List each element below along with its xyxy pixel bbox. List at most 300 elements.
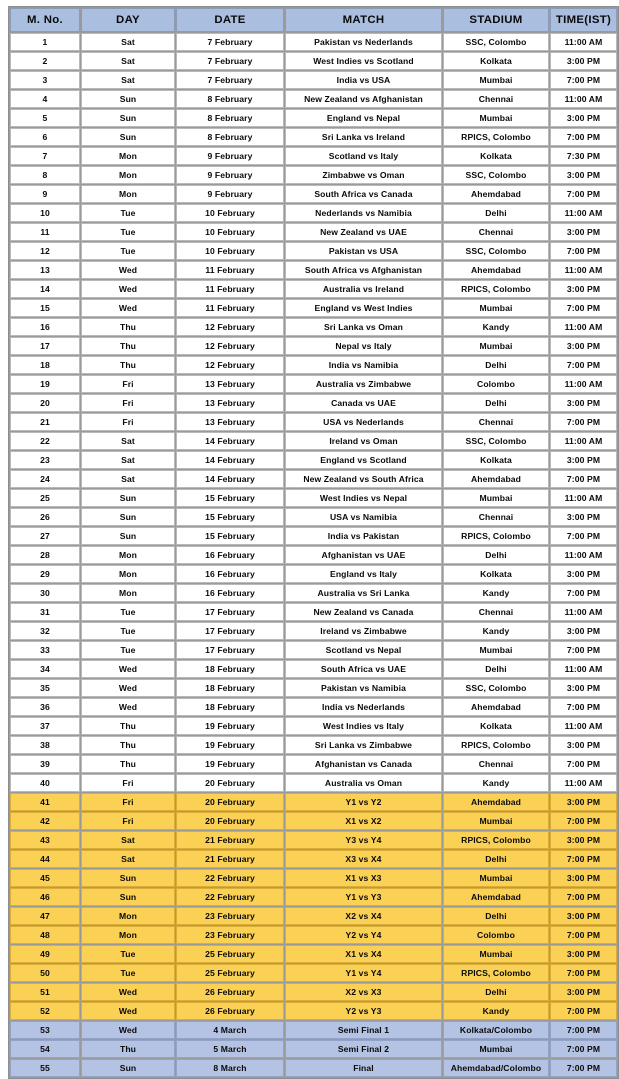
table-row[interactable] xyxy=(10,869,617,887)
cell-date: 20 February xyxy=(176,774,284,792)
cell-date: 7 February xyxy=(176,52,284,70)
cell-date: 17 February xyxy=(176,641,284,659)
table-row[interactable] xyxy=(10,793,617,811)
cell-time: 3:00 PM xyxy=(550,565,617,583)
cell-date: 5 March xyxy=(176,1040,284,1058)
cell-stadium: Ahemdabad xyxy=(443,793,549,811)
cell-match-number: 39 xyxy=(10,755,80,773)
cell-day: Thu xyxy=(81,717,175,735)
cell-date: 15 February xyxy=(176,508,284,526)
cell-date: 20 February xyxy=(176,812,284,830)
table-row[interactable] xyxy=(10,565,617,583)
cell-match: Y1 vs Y3 xyxy=(285,888,442,906)
table-row[interactable] xyxy=(10,52,617,70)
cell-match-number: 44 xyxy=(10,850,80,868)
cell-match: USA vs Nederlands xyxy=(285,413,442,431)
cell-day: Sat xyxy=(81,831,175,849)
table-row[interactable] xyxy=(10,603,617,621)
table-row[interactable] xyxy=(10,394,617,412)
cell-time: 7:00 PM xyxy=(550,812,617,830)
table-row[interactable] xyxy=(10,375,617,393)
cell-match: X2 vs X4 xyxy=(285,907,442,925)
cell-date: 13 February xyxy=(176,375,284,393)
cell-match-number: 51 xyxy=(10,983,80,1001)
cell-stadium: Kandy xyxy=(443,774,549,792)
cell-day: Thu xyxy=(81,755,175,773)
cell-day: Wed xyxy=(81,261,175,279)
cell-match: Y1 vs Y4 xyxy=(285,964,442,982)
table-row[interactable] xyxy=(10,33,617,51)
cell-match: X1 vs X3 xyxy=(285,869,442,887)
cell-stadium: Delhi xyxy=(443,204,549,222)
table-row[interactable] xyxy=(10,926,617,944)
cell-match: New Zealand vs UAE xyxy=(285,223,442,241)
cell-time: 7:30 PM xyxy=(550,147,617,165)
table-row[interactable] xyxy=(10,185,617,203)
cell-stadium: Mumbai xyxy=(443,299,549,317)
cell-date: 9 February xyxy=(176,147,284,165)
cell-stadium: RPICS, Colombo xyxy=(443,280,549,298)
cell-day: Sun xyxy=(81,508,175,526)
cell-match: Zimbabwe vs Oman xyxy=(285,166,442,184)
table-header xyxy=(10,8,617,32)
cell-time: 11:00 AM xyxy=(550,204,617,222)
cell-stadium: RPICS, Colombo xyxy=(443,128,549,146)
cell-match-number: 13 xyxy=(10,261,80,279)
cell-match: Afghanistan vs UAE xyxy=(285,546,442,564)
cell-date: 7 February xyxy=(176,71,284,89)
cell-day: Tue xyxy=(81,964,175,982)
table-row[interactable] xyxy=(10,109,617,127)
cell-match: New Zealand vs Canada xyxy=(285,603,442,621)
cell-match: Sri Lanka vs Zimbabwe xyxy=(285,736,442,754)
cell-stadium: Delhi xyxy=(443,546,549,564)
cell-date: 10 February xyxy=(176,242,284,260)
cell-time: 7:00 PM xyxy=(550,755,617,773)
cell-time: 7:00 PM xyxy=(550,185,617,203)
column-header-time[interactable]: TIME(IST) xyxy=(550,8,617,32)
cell-stadium: RPICS, Colombo xyxy=(443,736,549,754)
cell-match-number: 50 xyxy=(10,964,80,982)
cell-stadium: Mumbai xyxy=(443,812,549,830)
cell-day: Tue xyxy=(81,641,175,659)
cell-day: Wed xyxy=(81,698,175,716)
cell-day: Wed xyxy=(81,679,175,697)
cell-match-number: 35 xyxy=(10,679,80,697)
cell-day: Sun xyxy=(81,109,175,127)
cell-date: 15 February xyxy=(176,489,284,507)
cell-day: Tue xyxy=(81,945,175,963)
cell-date: 11 February xyxy=(176,261,284,279)
cell-time: 3:00 PM xyxy=(550,945,617,963)
cell-stadium: Mumbai xyxy=(443,641,549,659)
cell-match-number: 22 xyxy=(10,432,80,450)
cell-match: South Africa vs UAE xyxy=(285,660,442,678)
cell-date: 17 February xyxy=(176,622,284,640)
cell-match-number: 47 xyxy=(10,907,80,925)
cell-date: 9 February xyxy=(176,185,284,203)
cell-match: England vs West Indies xyxy=(285,299,442,317)
cell-date: 21 February xyxy=(176,831,284,849)
column-header-stadium[interactable]: STADIUM xyxy=(443,8,549,32)
table-row[interactable] xyxy=(10,299,617,317)
cell-match-number: 41 xyxy=(10,793,80,811)
table-row[interactable] xyxy=(10,1059,617,1077)
table-row[interactable] xyxy=(10,223,617,241)
table-row[interactable] xyxy=(10,907,617,925)
cell-match: Nepal vs Italy xyxy=(285,337,442,355)
table-row[interactable] xyxy=(10,261,617,279)
cell-date: 18 February xyxy=(176,698,284,716)
cell-stadium: Mumbai xyxy=(443,1040,549,1058)
cell-match-number: 1 xyxy=(10,33,80,51)
cell-match: Pakistan vs USA xyxy=(285,242,442,260)
table-row[interactable] xyxy=(10,755,617,773)
cell-match-number: 36 xyxy=(10,698,80,716)
cell-match: India vs Namibia xyxy=(285,356,442,374)
cell-time: 11:00 AM xyxy=(550,546,617,564)
cell-time: 7:00 PM xyxy=(550,926,617,944)
cell-match: New Zealand vs South Africa xyxy=(285,470,442,488)
cell-match: Pakistan vs Nederlands xyxy=(285,33,442,51)
cell-date: 14 February xyxy=(176,432,284,450)
cell-date: 21 February xyxy=(176,850,284,868)
cell-match: Ireland vs Zimbabwe xyxy=(285,622,442,640)
cell-time: 7:00 PM xyxy=(550,470,617,488)
cell-match: X1 vs X4 xyxy=(285,945,442,963)
cell-match-number: 43 xyxy=(10,831,80,849)
table-row[interactable] xyxy=(10,489,617,507)
cell-time: 11:00 AM xyxy=(550,375,617,393)
cell-match: Australia vs Zimbabwe xyxy=(285,375,442,393)
cell-stadium: Chennai xyxy=(443,90,549,108)
cell-date: 23 February xyxy=(176,926,284,944)
table-row[interactable] xyxy=(10,1040,617,1058)
cell-day: Mon xyxy=(81,546,175,564)
cell-match: Semi Final 2 xyxy=(285,1040,442,1058)
cell-match: England vs Italy xyxy=(285,565,442,583)
cell-match: South Africa vs Canada xyxy=(285,185,442,203)
cell-day: Mon xyxy=(81,565,175,583)
cell-date: 20 February xyxy=(176,793,284,811)
cell-date: 25 February xyxy=(176,945,284,963)
cell-stadium: Mumbai xyxy=(443,337,549,355)
table-row[interactable] xyxy=(10,945,617,963)
table-row[interactable] xyxy=(10,318,617,336)
table-row[interactable] xyxy=(10,166,617,184)
cell-match-number: 52 xyxy=(10,1002,80,1020)
table-row[interactable] xyxy=(10,128,617,146)
header-row xyxy=(10,8,617,32)
table-row[interactable] xyxy=(10,204,617,222)
table-row[interactable] xyxy=(10,147,617,165)
cell-match-number: 45 xyxy=(10,869,80,887)
cell-date: 8 February xyxy=(176,109,284,127)
cell-stadium: Chennai xyxy=(443,603,549,621)
cell-stadium: Kandy xyxy=(443,1002,549,1020)
cell-time: 11:00 AM xyxy=(550,432,617,450)
cell-stadium: Ahemdabad xyxy=(443,470,549,488)
cell-date: 8 March xyxy=(176,1059,284,1077)
cell-stadium: Mumbai xyxy=(443,489,549,507)
cell-time: 7:00 PM xyxy=(550,698,617,716)
cell-time: 7:00 PM xyxy=(550,128,617,146)
table-row[interactable] xyxy=(10,280,617,298)
cell-date: 26 February xyxy=(176,1002,284,1020)
cell-match: England vs Scotland xyxy=(285,451,442,469)
cell-match: Y1 vs Y2 xyxy=(285,793,442,811)
cell-match: Y2 vs Y3 xyxy=(285,1002,442,1020)
cell-day: Sat xyxy=(81,52,175,70)
cell-stadium: Delhi xyxy=(443,394,549,412)
cell-match: Sri Lanka vs Oman xyxy=(285,318,442,336)
cell-time: 3:00 PM xyxy=(550,394,617,412)
cell-day: Sat xyxy=(81,71,175,89)
table-row[interactable] xyxy=(10,622,617,640)
cell-day: Tue xyxy=(81,603,175,621)
cell-match-number: 3 xyxy=(10,71,80,89)
table-row[interactable] xyxy=(10,71,617,89)
cell-match: Canada vs UAE xyxy=(285,394,442,412)
cell-match-number: 17 xyxy=(10,337,80,355)
cell-stadium: Kolkata xyxy=(443,565,549,583)
cell-time: 3:00 PM xyxy=(550,223,617,241)
table-row[interactable] xyxy=(10,736,617,754)
cell-time: 3:00 PM xyxy=(550,793,617,811)
cell-match-number: 49 xyxy=(10,945,80,963)
cell-date: 12 February xyxy=(176,337,284,355)
cell-date: 13 February xyxy=(176,413,284,431)
cell-date: 14 February xyxy=(176,451,284,469)
cell-date: 13 February xyxy=(176,394,284,412)
cell-day: Fri xyxy=(81,793,175,811)
cell-time: 11:00 AM xyxy=(550,33,617,51)
table-body xyxy=(10,33,617,1077)
cell-date: 12 February xyxy=(176,318,284,336)
cell-stadium: Delhi xyxy=(443,850,549,868)
cell-match-number: 24 xyxy=(10,470,80,488)
cell-stadium: Chennai xyxy=(443,508,549,526)
cell-date: 25 February xyxy=(176,964,284,982)
cell-date: 19 February xyxy=(176,755,284,773)
cell-time: 11:00 AM xyxy=(550,489,617,507)
cell-match-number: 9 xyxy=(10,185,80,203)
table-row[interactable] xyxy=(10,470,617,488)
table-row[interactable] xyxy=(10,888,617,906)
cell-match: Scotland vs Italy xyxy=(285,147,442,165)
cell-match: West Indies vs Nepal xyxy=(285,489,442,507)
cell-time: 3:00 PM xyxy=(550,508,617,526)
cell-match-number: 23 xyxy=(10,451,80,469)
cell-stadium: Colombo xyxy=(443,375,549,393)
cell-match-number: 55 xyxy=(10,1059,80,1077)
table-row[interactable] xyxy=(10,698,617,716)
cell-date: 26 February xyxy=(176,983,284,1001)
cell-time: 7:00 PM xyxy=(550,641,617,659)
cell-time: 7:00 PM xyxy=(550,888,617,906)
cell-time: 7:00 PM xyxy=(550,242,617,260)
cell-time: 11:00 AM xyxy=(550,660,617,678)
cell-day: Sun xyxy=(81,527,175,545)
cell-day: Wed xyxy=(81,1021,175,1039)
cell-match: Australia vs Ireland xyxy=(285,280,442,298)
table-row[interactable] xyxy=(10,337,617,355)
cell-match-number: 27 xyxy=(10,527,80,545)
cell-time: 7:00 PM xyxy=(550,527,617,545)
cell-match-number: 4 xyxy=(10,90,80,108)
cell-match: Scotland vs Nepal xyxy=(285,641,442,659)
cell-time: 7:00 PM xyxy=(550,850,617,868)
cell-time: 7:00 PM xyxy=(550,584,617,602)
cell-match-number: 30 xyxy=(10,584,80,602)
cell-day: Wed xyxy=(81,660,175,678)
cell-stadium: Kolkata xyxy=(443,52,549,70)
cell-stadium: Kandy xyxy=(443,318,549,336)
cell-stadium: Chennai xyxy=(443,223,549,241)
cell-day: Mon xyxy=(81,907,175,925)
cell-match: West Indies vs Italy xyxy=(285,717,442,735)
cell-time: 3:00 PM xyxy=(550,451,617,469)
cell-stadium: RPICS, Colombo xyxy=(443,527,549,545)
table-row[interactable] xyxy=(10,660,617,678)
cell-time: 3:00 PM xyxy=(550,831,617,849)
cell-time: 7:00 PM xyxy=(550,413,617,431)
cell-day: Mon xyxy=(81,584,175,602)
cell-date: 18 February xyxy=(176,679,284,697)
cell-match-number: 31 xyxy=(10,603,80,621)
table-row[interactable] xyxy=(10,964,617,982)
cell-time: 7:00 PM xyxy=(550,356,617,374)
cell-day: Tue xyxy=(81,242,175,260)
cell-stadium: Ahemdabad xyxy=(443,888,549,906)
cell-stadium: SSC, Colombo xyxy=(443,242,549,260)
cell-stadium: Colombo xyxy=(443,926,549,944)
cell-date: 22 February xyxy=(176,888,284,906)
table-row[interactable] xyxy=(10,831,617,849)
cell-day: Sun xyxy=(81,888,175,906)
cell-stadium: Chennai xyxy=(443,755,549,773)
table-row[interactable] xyxy=(10,850,617,868)
cell-match: Semi Final 1 xyxy=(285,1021,442,1039)
cell-time: 3:00 PM xyxy=(550,280,617,298)
cell-match-number: 20 xyxy=(10,394,80,412)
cell-day: Sat xyxy=(81,850,175,868)
cell-stadium: Ahemdabad xyxy=(443,261,549,279)
cell-stadium: Kolkata xyxy=(443,451,549,469)
cell-match-number: 54 xyxy=(10,1040,80,1058)
table-row[interactable] xyxy=(10,812,617,830)
cell-day: Fri xyxy=(81,812,175,830)
cell-date: 10 February xyxy=(176,223,284,241)
cell-match: India vs Nederlands xyxy=(285,698,442,716)
cell-match-number: 48 xyxy=(10,926,80,944)
table-row[interactable] xyxy=(10,546,617,564)
cell-match: India vs Pakistan xyxy=(285,527,442,545)
cell-time: 11:00 AM xyxy=(550,717,617,735)
cell-match-number: 42 xyxy=(10,812,80,830)
cell-stadium: SSC, Colombo xyxy=(443,33,549,51)
table-row[interactable] xyxy=(10,983,617,1001)
cell-match-number: 12 xyxy=(10,242,80,260)
cell-match-number: 21 xyxy=(10,413,80,431)
table-row[interactable] xyxy=(10,1002,617,1020)
cell-date: 15 February xyxy=(176,527,284,545)
column-header-match[interactable]: MATCH xyxy=(285,8,442,32)
cell-stadium: Ahemdabad/Colombo xyxy=(443,1059,549,1077)
cell-match: Sri Lanka vs Ireland xyxy=(285,128,442,146)
cell-match-number: 25 xyxy=(10,489,80,507)
cell-date: 8 February xyxy=(176,90,284,108)
cell-stadium: Kolkata xyxy=(443,717,549,735)
table-row[interactable] xyxy=(10,432,617,450)
cell-date: 16 February xyxy=(176,546,284,564)
cell-match: X1 vs X2 xyxy=(285,812,442,830)
table-row[interactable] xyxy=(10,584,617,602)
table-row[interactable] xyxy=(10,717,617,735)
cell-stadium: Delhi xyxy=(443,356,549,374)
cell-match: Ireland vs Oman xyxy=(285,432,442,450)
cell-stadium: Kolkata xyxy=(443,147,549,165)
table-row[interactable] xyxy=(10,641,617,659)
cell-match: West Indies vs Scotland xyxy=(285,52,442,70)
table-row[interactable] xyxy=(10,90,617,108)
cell-time: 3:00 PM xyxy=(550,983,617,1001)
cell-match-number: 32 xyxy=(10,622,80,640)
column-header-match-number[interactable]: M. No. xyxy=(10,8,80,32)
table-row[interactable] xyxy=(10,774,617,792)
cell-match-number: 14 xyxy=(10,280,80,298)
cell-date: 16 February xyxy=(176,565,284,583)
cell-match-number: 2 xyxy=(10,52,80,70)
cell-stadium: Chennai xyxy=(443,413,549,431)
cell-match-number: 37 xyxy=(10,717,80,735)
cell-match-number: 38 xyxy=(10,736,80,754)
cell-stadium: Delhi xyxy=(443,907,549,925)
cell-match-number: 33 xyxy=(10,641,80,659)
column-header-date[interactable]: DATE xyxy=(176,8,284,32)
table-row[interactable] xyxy=(10,356,617,374)
cell-stadium: Mumbai xyxy=(443,109,549,127)
cell-day: Tue xyxy=(81,622,175,640)
table-row[interactable] xyxy=(10,527,617,545)
cell-date: 4 March xyxy=(176,1021,284,1039)
cell-stadium: Mumbai xyxy=(443,945,549,963)
cell-day: Fri xyxy=(81,413,175,431)
cell-match: X3 vs X4 xyxy=(285,850,442,868)
cell-time: 7:00 PM xyxy=(550,71,617,89)
cell-match-number: 15 xyxy=(10,299,80,317)
cell-day: Fri xyxy=(81,394,175,412)
cell-time: 3:00 PM xyxy=(550,679,617,697)
cell-day: Sun xyxy=(81,128,175,146)
cell-day: Thu xyxy=(81,1040,175,1058)
cell-day: Sat xyxy=(81,451,175,469)
cell-time: 11:00 AM xyxy=(550,603,617,621)
table-row[interactable] xyxy=(10,242,617,260)
table-row[interactable] xyxy=(10,508,617,526)
cell-date: 7 February xyxy=(176,33,284,51)
cell-stadium: Delhi xyxy=(443,660,549,678)
cell-stadium: Mumbai xyxy=(443,71,549,89)
cell-stadium: SSC, Colombo xyxy=(443,166,549,184)
column-header-day[interactable]: DAY xyxy=(81,8,175,32)
cell-time: 3:00 PM xyxy=(550,109,617,127)
cell-stadium: Kandy xyxy=(443,622,549,640)
table-row[interactable] xyxy=(10,679,617,697)
table-row[interactable] xyxy=(10,451,617,469)
cell-day: Wed xyxy=(81,1002,175,1020)
table-row[interactable] xyxy=(10,413,617,431)
